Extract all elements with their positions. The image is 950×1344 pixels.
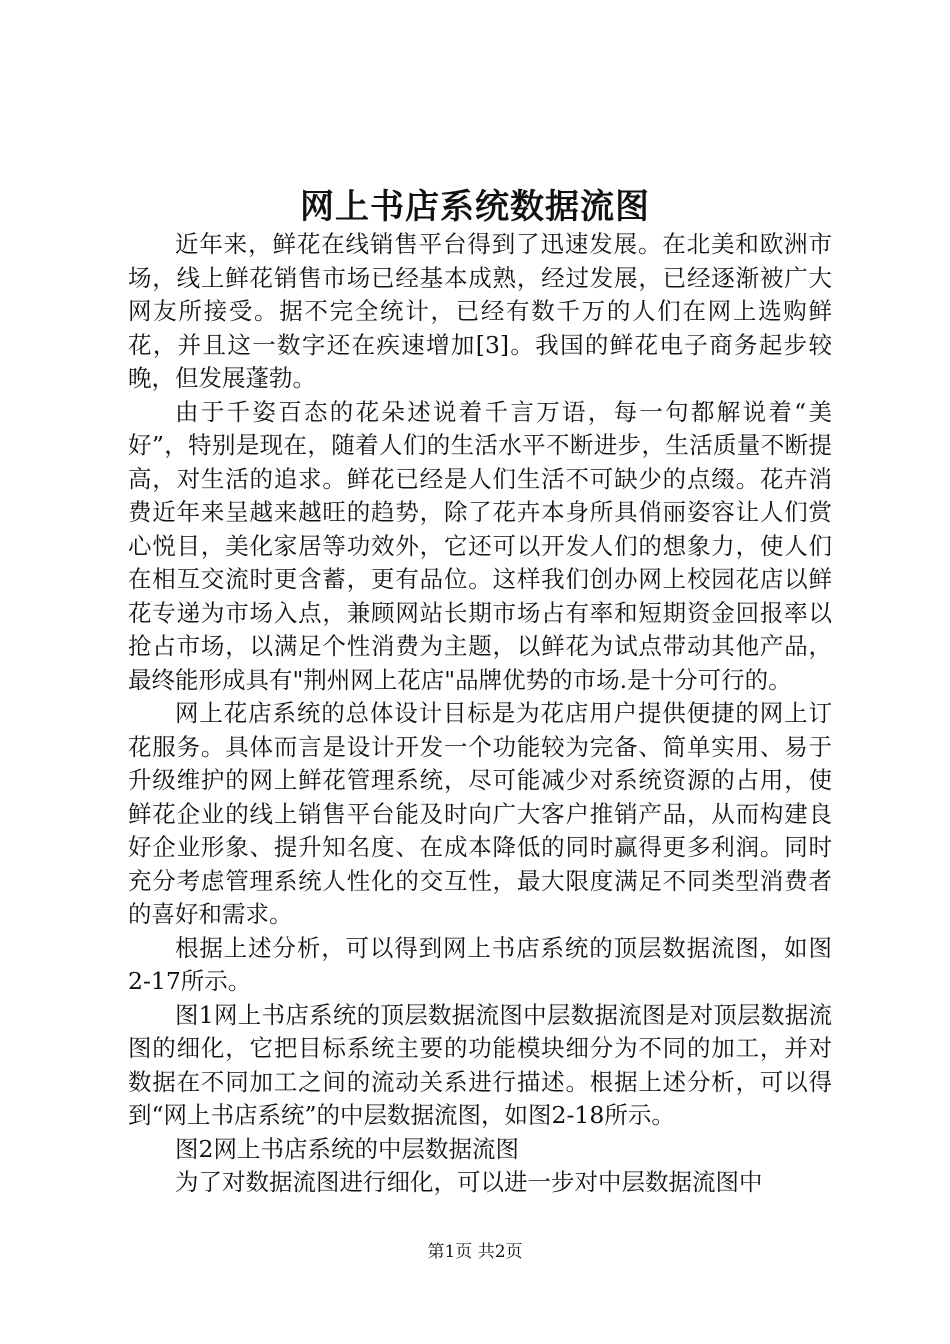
paragraph-2: 由于千姿百态的花朵述说着千言万语，每一句都解说着“美好”，特别是现在，随着人们的生活水平不断进步，生活质量不断提高，对生活的追求。鲜花已经是人们生活不可缺少的点缀。花卉消费近年来呈越来越旺的趋势，除了花卉本身所具俏丽姿容让人们赏心悦目，美化家居等功效外，它还可以开发人们的想象力，使人们在相互交流时更含蓄，更有品位。这样我们创办网上校园花店以鲜花专递为市场入点，兼顾网站长期市场占有率和短期资金回报率以抢占市场，以满足个性消费为主题，以鲜花为试点带动其他产品，最终能形成具有"荆州网上花店"品牌优势的市场.是十分可行的。 xyxy=(128,397,832,694)
document-title: 网上书店系统数据流图 xyxy=(300,187,650,227)
paragraph-5: 图1网上书店系统的顶层数据流图中层数据流图是对顶层数据流图的细化，它把目标系统主要的功能模块细分为不同的加工，并对数据在不同加工之间的流动关系进行描述。根据上述分析，可以得到“网上书店系统”的中层数据流图，如图2-18所示。 xyxy=(128,1000,832,1129)
page-footer: 第1页 共2页 xyxy=(427,1242,523,1262)
document-body xyxy=(128,228,832,1200)
paragraph-3: 网上花店系统的总体设计目标是为花店用户提供便捷的网上订花服务。具体而言是设计开发一个功能较为完备、简单实用、易于升级维护的网上鲜花管理系统，尽可能减少对系统资源的占用，使鲜花企业的线上销售平台能及时向广大客户推销产品，从而构建良好企业形象、提升知名度、在成本降低的同时赢得更多利润。同时充分考虑管理系统人性化的交互性，最大限度满足不同类型消费者的喜好和需求。 xyxy=(128,699,832,928)
paragraph-6: 为了对数据流图进行细化，可以进一步对中层数据流图中 xyxy=(175,1168,763,1196)
figure-caption: 图2网上书店系统的中层数据流图 xyxy=(175,1134,519,1163)
paragraph-4: 根据上述分析，可以得到网上书店系统的顶层数据流图，如图2-17所示。 xyxy=(128,933,832,995)
paragraph-1: 近年来，鲜花在线销售平台得到了迅速发展。在北美和欧洲市场，线上鲜花销售市场已经基本成熟，经过发展，已经逐渐被广大网友所接受。据不完全统计，已经有数千万的人们在网上选购鲜花，并且这一数字还在疾速增加[3]。我国的鲜花电子商务起步较晚，但发展蓬勃。 xyxy=(128,230,832,392)
